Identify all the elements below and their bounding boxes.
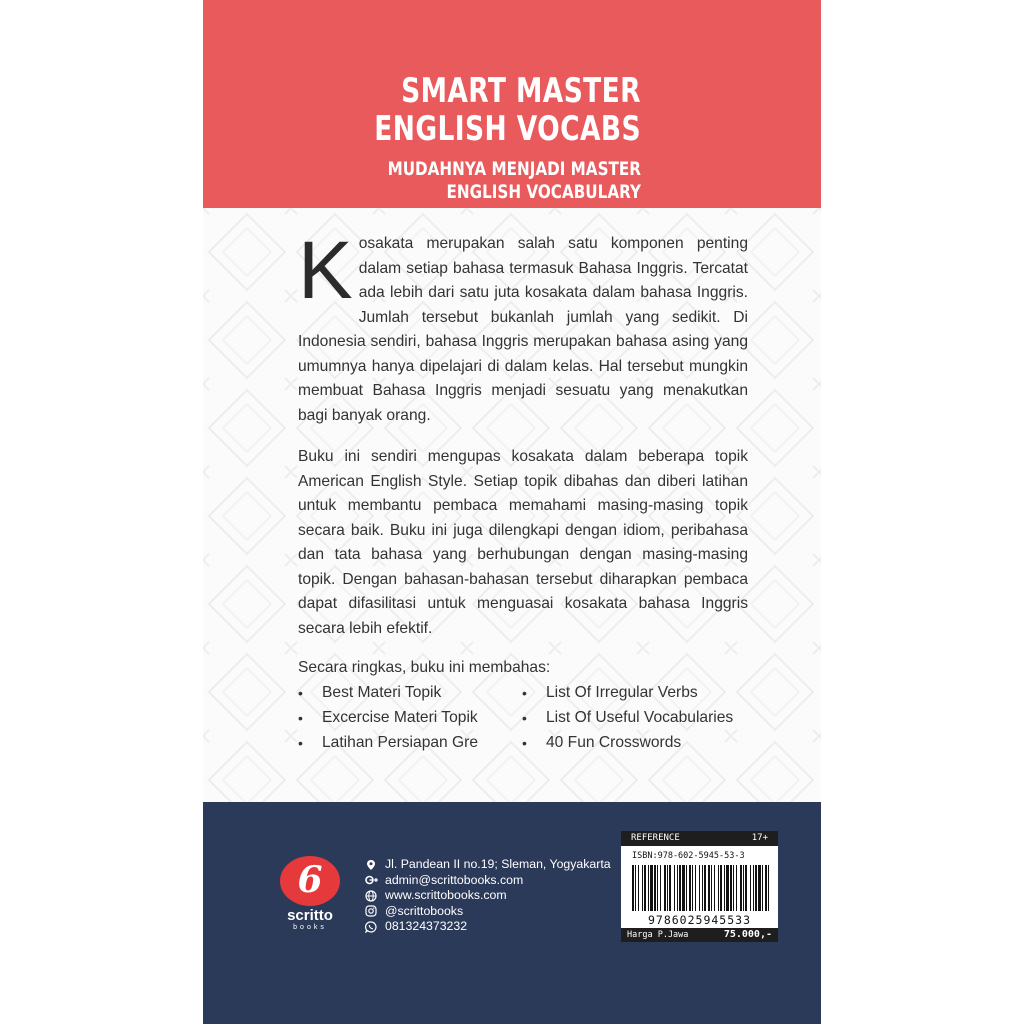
barcode-bar xyxy=(635,865,636,911)
bullet-icon: • xyxy=(522,734,527,751)
book-subtitle-line-2: ENGLISH VOCABULARY xyxy=(446,181,641,203)
barcode-bar xyxy=(664,865,666,911)
barcode-bar xyxy=(745,865,747,911)
barcode-bar xyxy=(650,865,653,911)
barcode-bar xyxy=(711,865,712,911)
barcode-bar xyxy=(674,865,675,911)
contact-list xyxy=(365,857,611,935)
price-value: 75.000,- xyxy=(723,929,772,940)
list-item-text: List Of Irregular Verbs xyxy=(546,683,698,701)
publisher-logo xyxy=(276,856,344,936)
phone-text: 081324373232 xyxy=(385,919,468,933)
contact-address xyxy=(365,857,611,873)
barcode-bar xyxy=(755,865,757,911)
synopsis-paragraph-2: Buku ini sendiri mengupas kosakata dalam beberapa topik American English Style. Setiap topik dibahas dan diberi latihan untuk membantu pembaca memahami masing-masing topik secara baik. Buku ini juga dilengkapi dengan idiom, peribahasa dan tata bahasa yang berhubungan dengan masing-masing topik. Dengan bahasan-bahasan tersebut diharapkan pembaca dapat difasilitasi untuk menguasai kosakata bahasa Inggris secara lebih efektif. xyxy=(298,448,748,637)
website-text: www.scrittobooks.com xyxy=(385,888,507,902)
list-item-text: 40 Fun Crosswords xyxy=(546,733,682,751)
bullet-icon: • xyxy=(522,709,527,726)
title-band xyxy=(203,0,821,208)
barcode-bar xyxy=(699,865,700,911)
whatsapp-icon xyxy=(365,921,385,933)
contact-whatsapp xyxy=(365,919,611,935)
barcode-bar xyxy=(765,865,767,911)
barcode-bar xyxy=(686,865,687,911)
book-back-cover xyxy=(203,0,821,1024)
book-title-line-1: SMART MASTER xyxy=(401,71,641,111)
barcode-bar xyxy=(638,865,639,911)
barcode-bars xyxy=(632,865,772,917)
synopsis-section xyxy=(203,208,821,802)
barcode-bar xyxy=(708,865,710,911)
list-item xyxy=(522,681,748,706)
barcode-bar xyxy=(726,865,729,911)
globe-icon xyxy=(365,890,385,902)
barcode-bar xyxy=(654,865,656,911)
bullet-icon: • xyxy=(522,684,527,701)
price-bar xyxy=(621,928,778,942)
bullet-icon: • xyxy=(298,684,303,701)
logo-subtext: books xyxy=(293,924,327,931)
publisher-band xyxy=(203,802,821,1024)
barcode-bar xyxy=(718,865,719,911)
barcode-bar xyxy=(689,865,691,911)
topic-list xyxy=(298,681,748,756)
contact-instagram xyxy=(365,904,611,920)
email-text: admin@scrittobooks.com xyxy=(385,872,524,887)
instagram-text: @scrittobooks xyxy=(385,903,464,918)
bullet-icon: • xyxy=(298,734,303,751)
barcode-bar xyxy=(667,865,668,911)
barcode-bar xyxy=(743,865,744,911)
barcode-bar xyxy=(714,865,715,911)
barcode-bar xyxy=(730,865,732,911)
barcode-bar xyxy=(736,865,737,911)
barcode-bar xyxy=(648,865,649,911)
logo-six-glyph: 6 xyxy=(297,859,323,901)
list-item xyxy=(298,731,522,756)
book-title-line-2: ENGLISH VOCABS xyxy=(374,109,641,149)
barcode-bar xyxy=(632,865,634,911)
barcode-bar xyxy=(753,865,754,911)
barcode-bar xyxy=(740,865,742,911)
barcode-bar xyxy=(677,865,678,911)
barcode-bar xyxy=(644,865,646,911)
list-item xyxy=(522,731,748,756)
barcode-bar xyxy=(702,865,703,911)
isbn-text: ISBN:978-602-5945-53-3 xyxy=(632,851,745,861)
list-item xyxy=(298,681,522,706)
barcode-bar xyxy=(642,865,643,911)
barcode-bar xyxy=(682,865,685,911)
title-block xyxy=(299,72,641,204)
synopsis-text xyxy=(298,225,748,756)
summary-intro: Secara ringkas, buku ini membahas: xyxy=(298,659,551,676)
list-item-text: Latihan Persiapan Gre xyxy=(322,733,479,751)
logo-name: scritto xyxy=(287,907,333,924)
synopsis-paragraph-1 xyxy=(298,225,748,428)
instagram-icon xyxy=(365,905,385,917)
barcode-header xyxy=(621,831,778,846)
drop-cap: K xyxy=(298,225,353,316)
barcode-bar xyxy=(724,865,725,911)
barcode-bar xyxy=(669,865,671,911)
barcode-bar xyxy=(750,865,751,911)
barcode-bar xyxy=(720,865,722,911)
bullet-icon: • xyxy=(298,709,303,726)
address-text: Jl. Pandean II no.19; Sleman, Yogyakarta xyxy=(385,857,611,871)
contact-website xyxy=(365,888,611,904)
paragraph-1-text: osakata merupakan salah satu komponen penting dalam setiap bahasa termasuk Bahasa Inggris. Tercatat ada lebih dari satu juta kosakata dalam bahasa Inggris. Jumlah tersebut bukanlah jumlah yang sedikit. Di Indonesia sendiri, bahasa Inggris merupakan bahasa asing yang umumnya hanya dipelajari di dalam kelas. Hal tersebut mungkin membuat Bahasa Inggris menjadi sesuatu yang menakutkan bagi banyak orang. xyxy=(298,235,748,424)
list-item-text: List Of Useful Vocabularies xyxy=(546,708,734,726)
price-label: Harga P.Jawa xyxy=(627,930,689,940)
barcode-bar xyxy=(704,865,706,911)
barcode-bar xyxy=(733,865,734,911)
barcode-bar xyxy=(758,865,761,911)
barcode-bar xyxy=(657,865,658,911)
barcode-bar xyxy=(768,865,769,911)
list-item-text: Best Materi Topik xyxy=(322,683,442,701)
list-item-text: Excercise Materi Topik xyxy=(322,708,478,726)
category-text: REFERENCE xyxy=(631,833,680,843)
location-pin-icon xyxy=(365,859,385,871)
contact-email xyxy=(365,873,611,889)
list-item xyxy=(298,706,522,731)
list-item xyxy=(522,706,748,731)
barcode-bar xyxy=(762,865,763,911)
book-subtitle-line-1: MUDAHNYA MENJADI MASTER xyxy=(387,158,641,180)
barcode-bar xyxy=(692,865,693,911)
barcode-bar xyxy=(695,865,696,911)
barcode-number: 9786025945533 xyxy=(647,913,751,927)
age-rating: 17+ xyxy=(751,833,768,843)
google-plus-icon xyxy=(365,875,385,885)
barcode-bar xyxy=(679,865,681,911)
isbn-barcode-label xyxy=(621,831,778,942)
barcode-bar xyxy=(660,865,661,911)
